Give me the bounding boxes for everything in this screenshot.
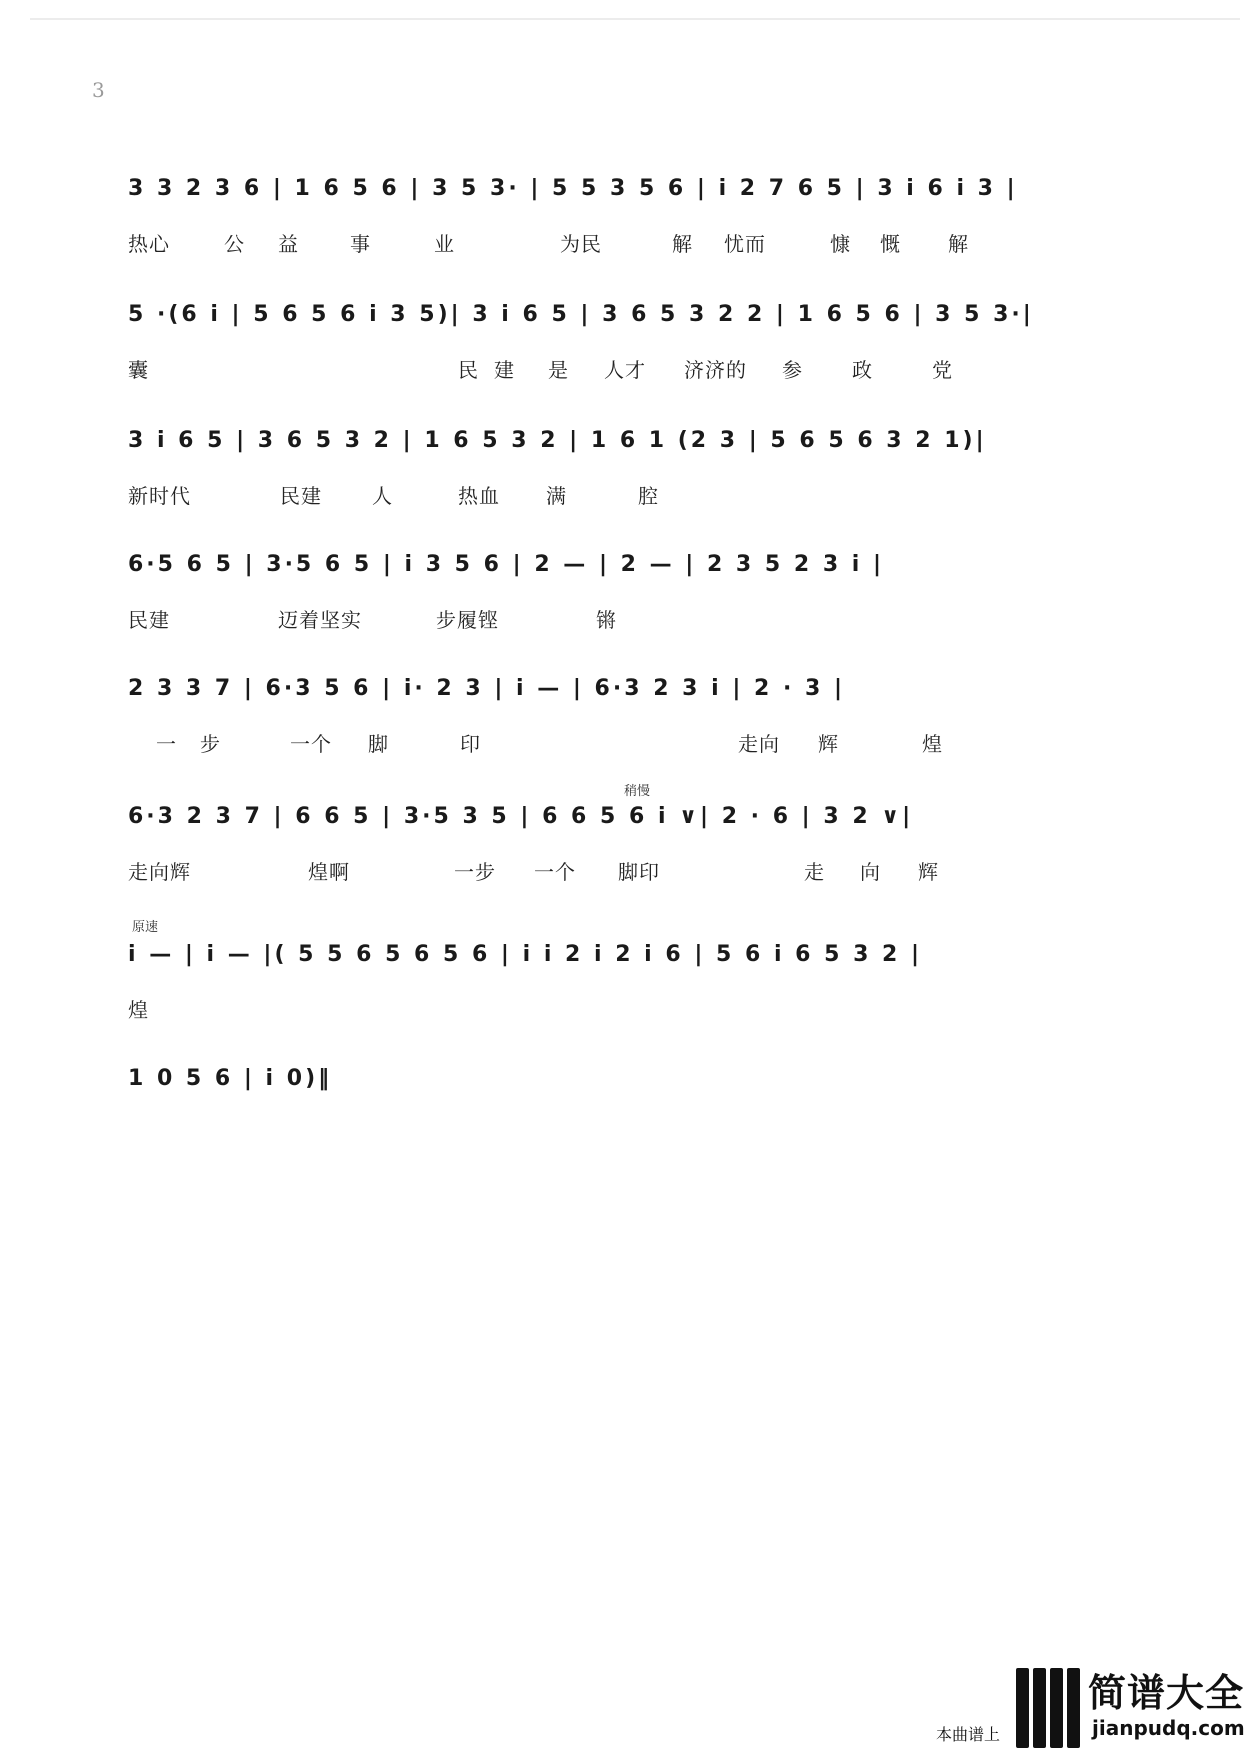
lyric: 脚印: [618, 860, 660, 884]
lyric: 煌: [128, 998, 149, 1022]
lyric: 慷: [830, 232, 851, 256]
lyric: 腔: [638, 484, 659, 508]
lyrics-line: [128, 994, 1150, 1024]
lyric: 辉: [918, 860, 939, 884]
page-number: 3: [92, 78, 105, 102]
lyric: 益: [278, 232, 299, 256]
lyric: 民建: [128, 608, 170, 632]
tempo-mark: 原速: [132, 920, 159, 935]
lyric: 人才: [604, 358, 646, 382]
notation-line: 2 3 3 7 | 6·3 5 6 | i· 2 3 | i — | 6·3 2 3 i | 2 · 3 |: [128, 676, 846, 701]
notation-line: 5 ·(6 i | 5 6 5 6 i 3 5)| 3 i 6 5 | 3 6 5 3 2 2 | 1 6 5 6 | 3 5 3·|: [128, 302, 1034, 327]
lyric: 热血: [458, 484, 500, 508]
lyric: 公: [224, 232, 245, 256]
notation-line: 6·5 6 5 | 3·5 6 5 | i 3 5 6 | 2 — | 2 — | 2 3 5 2 3 i |: [128, 552, 885, 577]
lyric: 政: [852, 358, 873, 382]
lyric: 济济的: [684, 358, 747, 382]
notation-line: 6·3 2 3 7 | 6 6 5 | 3·5 3 5 | 6 6 5 6 i ∨| 2 · 6 | 3 2 ∨|: [128, 804, 914, 829]
footer-note: 本曲谱上: [936, 1725, 1001, 1744]
lyric: 脚: [368, 732, 389, 756]
logo-url: jianpudq.com: [1092, 1716, 1245, 1740]
lyric: 走向辉: [128, 860, 191, 884]
lyric: 囊: [128, 358, 149, 382]
lyric: 锵: [596, 608, 617, 632]
lyric: 忧而: [724, 232, 766, 256]
lyric: 民建: [280, 484, 322, 508]
lyric: 人: [372, 484, 393, 508]
lyric: 事: [350, 232, 371, 256]
lyric: 热心: [128, 232, 170, 256]
lyric: 一: [156, 732, 177, 756]
lyric: 步: [200, 732, 221, 756]
lyric: 新时代: [128, 484, 191, 508]
lyrics-line: [128, 228, 1150, 258]
lyric: 业: [434, 232, 455, 256]
lyrics-line: [128, 354, 1150, 384]
lyric: 解: [672, 232, 693, 256]
notation-line: 3 i 6 5 | 3 6 5 3 2 | 1 6 5 3 2 | 1 6 1 (2 3 | 5 6 5 6 3 2 1)|: [128, 428, 987, 453]
lyrics-line: [128, 604, 1150, 634]
lyric: 满: [546, 484, 567, 508]
lyric: 建: [494, 358, 515, 382]
lyric: 煌: [922, 732, 943, 756]
notation-line: 1 0 5 6 | i 0)‖: [128, 1066, 333, 1091]
lyric: 解: [948, 232, 969, 256]
lyric: 党: [932, 358, 953, 382]
piano-keys-icon: [1016, 1668, 1082, 1748]
lyric: 一步: [454, 860, 496, 884]
lyrics-line: [128, 856, 1150, 886]
lyric: 走: [804, 860, 825, 884]
tempo-mark: 稍慢: [624, 784, 651, 799]
lyric: 辉: [818, 732, 839, 756]
lyrics-line: [128, 728, 1150, 758]
lyric: 迈着坚实: [278, 608, 362, 632]
lyric: 是: [548, 358, 569, 382]
lyric: 步履铿: [436, 608, 499, 632]
lyric: 一个: [534, 860, 576, 884]
lyric: 走向: [738, 732, 780, 756]
lyric: 印: [460, 732, 481, 756]
lyric: 为民: [560, 232, 602, 256]
lyric: 煌啊: [308, 860, 350, 884]
lyric: 民: [458, 358, 479, 382]
lyric: 一个: [290, 732, 332, 756]
logo-title: 简谱大全: [1088, 1671, 1245, 1715]
lyric: 向: [860, 860, 881, 884]
notation-line: 3 3 2 3 6 | 1 6 5 6 | 3 5 3· | 5 5 3 5 6 | i 2 7 6 5 | 3 i 6 i 3 |: [128, 176, 1018, 201]
lyrics-line: [128, 480, 1150, 510]
site-logo: [1016, 1660, 1254, 1752]
top-rule: [30, 18, 1240, 20]
lyric: 参: [782, 358, 803, 382]
lyric: 慨: [880, 232, 901, 256]
notation-line: i — | i — |( 5 5 6 5 6 5 6 | i i 2 i 2 i 6 | 5 6 i 6 5 3 2 |: [128, 942, 923, 967]
